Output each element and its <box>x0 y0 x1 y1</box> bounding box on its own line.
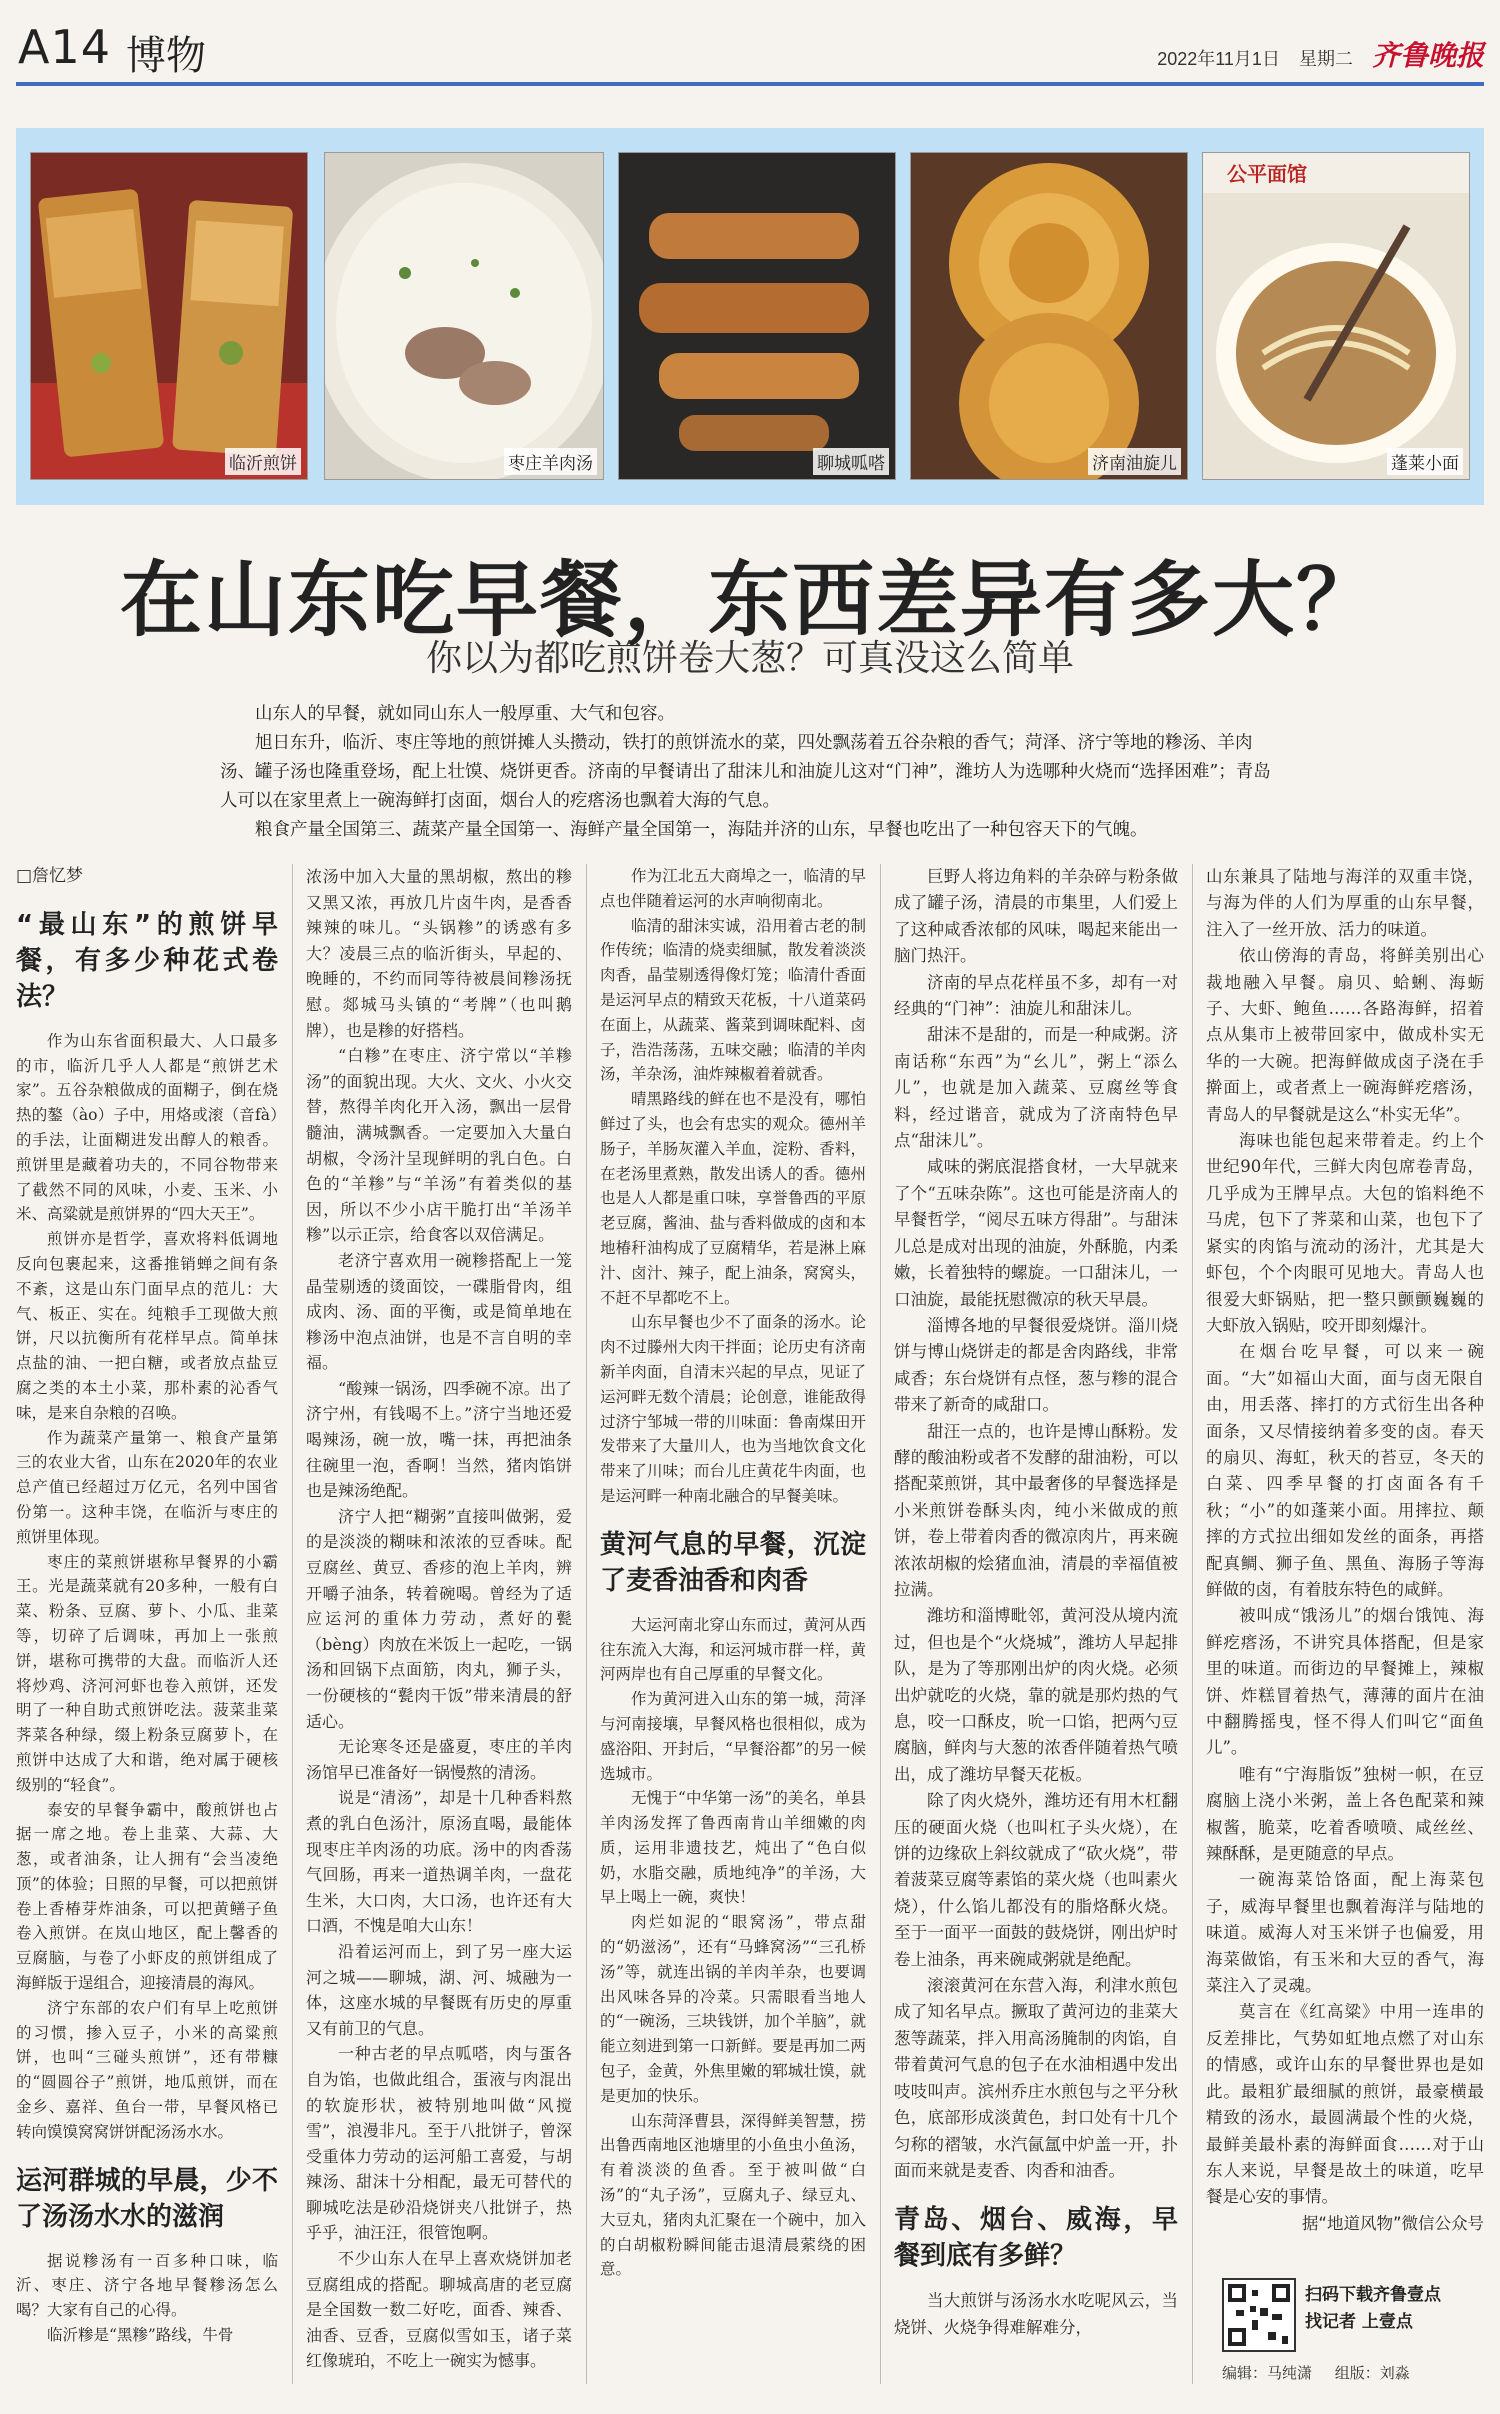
body-paragraph: 晴黑路线的鲜在也不是没有，哪怕鲜过了头，也会有忠实的观众。德州羊肠子，羊肠灰灌入羊血，淀粉、香料，在老汤里煮熟，散发出诱人的香。德州也是人人都是重口味，享誉鲁西的平原老豆腐，酱油、盐与香料做成的卤和本地椿秆油构成了豆腐精华，若是淋上麻汁、卤汁、辣子，配上油条，窝窝头，不赶不早都吃不上。 <box>600 1090 866 1307</box>
body-paragraph: 浓汤中加入大量的黑胡椒，熬出的糁又黑又浓，再放几片卤牛肉，是香香辣辣的味儿。“头锅糁”的诱惑有多大？凌晨三点的临沂街头，早起的、晚睡的，不约而同等待被晨间糁汤抚慰。郯城马头镇的“考牌”（也叫鹅牌），也是糁的好搭档。 <box>306 867 572 1040</box>
body-paragraph: 济宁人把“糊粥”直接叫做粥，爱的是淡淡的糊味和浓浓的豆香味。配豆腐丝、黄豆、香疹的泡上羊肉，辨开嚼子油条，转着碗喝。曾经为了适应运河的重体力劳动，煮好的甏（bèng）肉放在米饭上一起吃，一锅汤和回锅下点面筋，肉丸，狮子头，一份硬核的“甏肉干饭”带来清晨的舒适心。 <box>306 1506 572 1731</box>
body-paragraph: 据说糁汤有一百多种口味，临沂、枣庄、济宁各地早餐糁汤怎么喝？大家有自己的心得。 <box>16 2251 278 2320</box>
column-divider <box>1192 864 1193 2384</box>
mutton-soup-image <box>325 153 603 479</box>
body-paragraph: 沿着运河而上，到了另一座大运河之城——聊城，湖、河、城融为一体，这座水城的早餐既有历史的厚重又有前卫的气息。 <box>306 1941 572 2038</box>
editor-credit: 编辑：马纯潇 <box>1222 2364 1313 2382</box>
body-paragraph: 甜汪一点的，也许是博山酥粉。发酵的酸油粉或者不发酵的甜油粉，可以搭配菜煎饼，其中最奢侈的早餐选择是小米煎饼卷酥头肉，纯小米做成的煎饼，卷上带着肉香的微凉肉片，再来碗浓浓胡椒的烩猪血油，清晨的幸福值被拉满。 <box>894 1421 1178 1599</box>
qr-caption <box>1305 2282 1485 2336</box>
article-column-2 <box>306 864 572 2374</box>
qr-code-image <box>1224 2280 1294 2350</box>
byline: □詹忆梦 <box>16 866 84 886</box>
intro-paragraphs <box>220 700 1280 845</box>
body-paragraph: 无论寒冬还是盛夏，枣庄的羊肉汤馆早已准备好一锅慢熬的清汤。 <box>306 1737 572 1782</box>
body-paragraph: 大运河南北穿山东而过，黄河从西往东流入大海，和运河城市群一样，黄河两岸也有自己厚重的早餐文化。 <box>600 1615 866 1684</box>
body-paragraph: 作为黄河进入山东的第一城，菏泽与河南接壤，早餐风格也很相似，成为盛浴阳、开封后，“早餐浴都”的另一候选城市。 <box>600 1690 866 1783</box>
header-date-line <box>964 34 1484 74</box>
jianbing-image <box>31 153 307 479</box>
photo-caption: 济南油旋儿 <box>1088 448 1181 475</box>
intro-paragraph: 山东人的早餐，就如同山东人一般厚重、大气和包容。 <box>255 704 675 724</box>
body-paragraph: 临清的甜沫实诚，沿用着古老的制作传统；临清的烧卖细腻，散发着淡淡肉香，晶莹剔透得像灯笼；临清什香面是运河早点的精致天花板，十八道菜码在面上，从蔬菜、酱菜到调味配料、卤子，浩浩荡荡，五味交融；临清的羊肉汤，羊杂汤，油炸辣椒着着就香。 <box>600 916 866 1084</box>
photo-linyi-jianbing <box>30 152 308 480</box>
body-paragraph: “白糁”在枣庄、济宁常以“羊糁汤”的面貌出现。大火、文火、小火交替，熬得羊肉化开入汤，飘出一层骨髓油，满城飘香。一定要加入大量白胡椒，令汤汁呈现鲜明的乳白色。白色的“羊糁”与“羊汤”有着类似的基因，所以不少小店干脆打出“羊汤羊糁”以示正宗，给食客以双倍满足。 <box>306 1046 572 1245</box>
issue-date: 2022年11月1日 <box>1157 49 1280 69</box>
article-column-4 <box>894 864 1178 2341</box>
body-paragraph: 咸味的粥底混搭食材，一大早就来了个“五味杂陈”。这也可能是济南人的早餐哲学，“阅尽五味方得甜”。与甜沫儿总是成对出现的油旋，外酥脆，内柔嫩，长着独特的螺旋。一口甜沫儿，一口油旋，最能抚慰微凉的秋天早晨。 <box>894 1157 1178 1309</box>
body-paragraph: 依山傍海的青岛，将鲜美别出心裁地融入早餐。扇贝、蛤蜊、海蛎子、大虾、鲍鱼……各路海鲜，招着点从集市上被带回家中，做成朴实无华的一大碗。把海鲜做成卤子浇在手擀面上，或者煮上一碗海鲜疙瘩汤，青岛人的早餐就是这么“朴实无华”。 <box>1206 946 1484 1124</box>
body-paragraph: 甜沫不是甜的，而是一种咸粥。济南话称“东西”为“幺儿”，粥上“添么儿”，也就是加入蔬菜、豆腐丝等食料，经过谐音，就成为了济南特色早点“甜沫儿”。 <box>894 1025 1178 1151</box>
photo-caption: 枣庄羊肉汤 <box>504 448 597 475</box>
page-header <box>16 12 1484 79</box>
shop-sign-text: 公平面馆 <box>1227 162 1307 186</box>
intro-paragraph: 旭日东升，临沂、枣庄等地的煎饼摊人头攒动，铁打的煎饼流水的菜，四处飘荡着五谷杂粮的香气；菏泽、济宁等地的糁汤、羊肉汤、罐子汤也隆重登场，配上壮馍、烧饼更香。济南的早餐请出了甜沫儿和油旋儿这对“门神”，潍坊人为选哪种火烧而“选择困难”；青岛人可以在家里煮上一碗海鲜打卤面，烟台人的疙瘩汤也飘着大海的气息。 <box>220 733 1271 811</box>
body-paragraph: 肉烂如泥的“眼窝汤”，带点甜的“奶滋汤”，还有“马蜂窝汤”“三孔桥汤”等，就连出锅的羊肉羊杂，也要调出风味各异的冷菜。只需眼看当地人的“一碗汤，三块钱饼，加个羊脑”，就能立刻进到第一口新鲜。要是再加二两包子，金黄，外焦里嫩的郓城壮馍，就是更加的快乐。 <box>600 1913 866 2105</box>
body-paragraph: 不少山东人在早上喜欢烧饼加老豆腐组成的搭配。聊城高唐的老豆腐是全国数一数二好吃，面香、辣香、油香、豆香，豆腐似雪如玉，诸子菜红像琥珀，不吃上一碗实为憾事。 <box>306 2249 572 2371</box>
body-paragraph: 除了肉火烧外，潍坊还有用木杠翻压的硬面火烧（也叫杠子头火烧），在饼的边缘砍上斜纹就成了“砍火烧”，带着菠菜豆腐等素馅的菜火烧（也叫素火烧），什么馅儿都没有的脂烙酥火烧。至于一面平一面鼓的鼓烧饼，刚出炉时卷上油条，再来碗咸粥就是绝配。 <box>894 1791 1178 1969</box>
body-paragraph: 济南的早点花样虽不多，却有一对经典的“门神”：油旋儿和甜沫儿。 <box>894 972 1178 1019</box>
body-paragraph: 老济宁喜欢用一碗糁搭配上一笼晶莹剔透的烫面饺，一碟脂骨肉，组成肉、汤、面的平衡，或是简单地在糁汤中泡点油饼，也是不言自明的幸福。 <box>306 1250 572 1373</box>
body-paragraph: 当大煎饼与汤汤水水吃呢风云，当烧饼、火烧争得难解难分， <box>894 2291 1178 2337</box>
body-paragraph: 无愧于“中华第一汤”的美名，单县羊肉汤发挥了鲁西南肯山羊细嫩的肉质，运用非遗技艺，炖出了“色白似奶，水脂交融，质地纯净”的羊汤，大早上喝上一碗，爽快！ <box>600 1789 866 1907</box>
body-paragraph: 泰安的早餐争霸中，酸煎饼也占据一席之地。卷上韭菜、大蒜、大葱，或者油条，让人拥有“会当凌绝顶”的体验；日照的早餐，可以把煎饼卷上香椿芽炸油条，可以把黄鳝子鱼卷入煎饼。在岚山地区，配上馨香的豆腐脑，与卷了小虾皮的煎饼组成了海鲜版于逞组合，迎接清晨的海风。 <box>16 1800 278 1993</box>
intro-paragraph: 粮食产量全国第三、蔬菜产量全国第一、海鲜产量全国第一，海陆并济的山东，早餐也吃出了一种包容天下的气魄。 <box>255 820 1148 840</box>
photo-zaozhuang-mutton-soup <box>324 152 604 480</box>
photo-caption: 蓬莱小面 <box>1387 448 1463 475</box>
source-credit: 据“地道风物”微信公众号 <box>1301 2213 1484 2233</box>
body-paragraph: 作为蔬菜产量第一、粮食产量第三的农业大省，山东在2020年的农业总产值已经超过万亿元，名列中国省份第一。这种丰饶，在临沂与枣庄的煎饼里体现。 <box>16 1428 278 1546</box>
body-paragraph: 山东菏泽曹县，深得鲜美智慧，捞出鲁西南地区池塘里的小鱼虫小鱼汤，有着淡淡的鱼香。至于被叫做“白汤”的“丸子汤”，豆腐丸子、绿豆丸、大豆丸，猪肉丸汇聚在一个碗中，加入的白胡椒粉瞬间能击退清晨萦绕的困意。 <box>600 2111 866 2279</box>
photo-penglai-noodles <box>1202 152 1470 480</box>
body-paragraph: 济宁东部的农户们有早上吃煎饼的习惯，掺入豆子，小米的高粱煎饼，也叫“三碰头煎饼”，还有带糠的“圆圆谷子”煎饼，地瓜煎饼，而在金乡、嘉祥、鱼台一带，早餐风格已转向馍馍窝窝饼饼配汤汤水水。 <box>16 1998 278 2141</box>
article-column-3 <box>600 864 866 2282</box>
page-number: A14 <box>18 20 112 74</box>
body-paragraph: 海味也能包起来带着走。约上个世纪90年代，三鲜大肉包席卷青岛，几乎成为王牌早点。大包的馅料绝不马虎，包下了荠菜和山菜，也包下了紧实的肉馅与流动的汤汁，尤其是大虾包，个个肉眼可见地大。青岛人也很爱大虾锅贴，把一整只颤颤巍巍的大虾放入锅贴，咬开即刻爆汁。 <box>1206 1131 1484 1335</box>
weekday: 星期二 <box>1298 49 1353 69</box>
layout-credit: 组版：刘淼 <box>1334 2364 1410 2382</box>
article-column-5 <box>1206 864 1484 2237</box>
photo-jinan-youxuan <box>910 152 1188 480</box>
main-headline: 在山东吃早餐，东西差异有多大？ <box>119 552 1380 648</box>
body-paragraph: 莫言在《红高粱》中用一连串的反差排比，气势如虹地点燃了对山东的情感，或许山东的早餐世界也是如此。最粗犷最细腻的煎饼，最豪横最精致的汤水，最圆满最个性的火烧，最鲜美最朴素的海鲜面食……对于山东人来说，早餐是故土的味道，吃早餐是心安的事情。 <box>1206 2002 1484 2207</box>
section-heading: “最山东”的煎饼早餐，有多少种花式卷法？ <box>16 909 278 1012</box>
sub-headline: 你以为都吃煎饼卷大葱？可真没这么简单 <box>425 638 1074 679</box>
body-paragraph: 潍坊和淄博毗邻，黄河没从境内流过，但也是个“火烧城”，潍坊人早起排队，是为了等那刚出炉的肉火烧。必须出炉就吃的火烧，靠的就是那灼热的气息，咬一口酥皮，吮一口馅，把两勺豆腐脑，鲜肉与大葱的浓香伴随着热气喷出，成了潍坊早餐天花板。 <box>894 1606 1178 1784</box>
body-paragraph: 作为江北五大商埠之一，临清的早点也伴随着运河的水声响彻南北。 <box>600 867 866 910</box>
masthead-logo: 齐鲁晚报 <box>1371 39 1484 72</box>
section-heading: 青岛、烟台、威海，早餐到底有多鲜？ <box>894 2205 1178 2272</box>
body-paragraph: 滚滚黄河在东营入海，利津水煎包成了知名早点。撅取了黄河边的韭菜大葱等蔬菜，拌入用高汤腌制的肉馅，自带着黄河气息的包子在水油相遇中发出吱吱叫声。滨州乔庄水煎包与之平分秋色，底部形成淡黄色，封口处有十几个匀称的褶皱，水汽氤氲中炉盖一开，扑面而来就是麦香、肉香和油香。 <box>894 1976 1178 2180</box>
body-paragraph: “酸辣一锅汤，四季碗不凉。出了济宁州，有钱喝不上。”济宁当地还爱喝辣汤，碗一放，嘴一抹，再把油条往碗里一泡，香啊！当然，猪肉馅饼也是辣汤绝配。 <box>306 1378 572 1501</box>
guada-image <box>619 153 895 479</box>
photo-band <box>16 128 1484 505</box>
column-divider <box>880 864 881 2384</box>
photo-caption: 临沂煎饼 <box>225 448 301 475</box>
body-paragraph: 唯有“宁海脂饭”独树一帜，在豆腐脑上浇小米粥，盖上各色配菜和辣椒酱，脆菜，吃着香喷喷、咸丝丝、辣酥酥，是更随意的早点。 <box>1206 1764 1484 1864</box>
body-paragraph: 作为山东省面积最大、人口最多的市，临沂几乎人人都是“煎饼艺术家”。五谷杂粮做成的面糊子，倒在烧热的鏊（ào）子中，用烙或滚（音fà）的手法，让面糊进发出醇人的粮香。煎饼里是藏着功夫的，不同谷物带来了截然不同的风味，小麦、玉米、小米、高粱就是煎饼界的“四大天王”。 <box>16 1031 278 1224</box>
body-paragraph: 在烟台吃早餐，可以来一碗面。“大”如福山大面，面与卤无限自由，用丢落、摔打的方式衍生出各种面条，又尽情接纳着多变的卤。春天的扇贝、海虹，秋天的苔豆，冬天的白菜、四季早餐的打卤面各有千秋；“小”的如蓬莱小面。用摔拉、颠摔的方式拉出细如发丝的面条，再搭配真鲷、狮子鱼、黑鱼、海肠子等海鲜做的卤，有着肢东特色的咸鲜。 <box>1206 1342 1484 1599</box>
column-divider <box>586 864 587 2384</box>
qr-line-2: 找记者 上壹点 <box>1305 2312 1413 2332</box>
body-paragraph: 山东早餐也少不了面条的汤水。论肉不过滕州大肉干拌面；论历史有济南新羊肉面，自清末兴起的早点，见证了运河畔无数个清晨；论创意，谁能敌得过济宁邹城一带的川味面：鲁南煤田开发带来了大量川人，也为当地饮食文化带来了川味；而台儿庄黄花牛肉面，也是运河畔一种南北融合的早餐美味。 <box>600 1313 866 1505</box>
credits <box>1222 2362 1492 2383</box>
body-paragraph: 山东兼具了陆地与海洋的双重丰饶，与海为伴的人们为厚重的山东早餐，注入了一丝开放、活力的味道。 <box>1206 867 1484 939</box>
body-paragraph: 被叫成“饿汤儿”的烟台饿饨、海鲜疙瘩汤，不讲究具体搭配，但是家里的味道。而街边的早餐摊上，辣椒饼、炸糕冒着热气，薄薄的面片在油中翻腾摇曳，怪不得人们叫它“面鱼儿”。 <box>1206 1606 1484 1758</box>
column-divider <box>292 864 293 2384</box>
qr-line-1: 扫码下载齐鲁壹点 <box>1305 2285 1441 2305</box>
qr-code[interactable] <box>1222 2278 1296 2352</box>
body-paragraph: 巨野人将边角料的羊杂碎与粉条做成了罐子汤，清晨的市集里，人们爱上了这种咸香浓郁的风味，喝起来能出一脑门热汗。 <box>894 867 1178 966</box>
article-column-1 <box>16 864 278 2348</box>
photo-liaocheng-guada <box>618 152 896 480</box>
body-paragraph: 临沂糁是“黑糁”路线，牛骨 <box>47 2326 234 2345</box>
penglai-noodles-image <box>1203 153 1469 479</box>
header-rule <box>16 82 1484 86</box>
body-paragraph: 煎饼亦是哲学，喜欢将料低调地反向包裹起来，这番推销蝉之间有条不紊，这是山东门面早点的范儿：大气、板正、实在。纯粮手工现做大煎饼，尺以抗衡所有花样早点。简单抹点盐的油、一把白糖，或者放点盐豆腐之类的本土小菜，那朴素的沁香气味，是来自杂粮的召唤。 <box>16 1230 278 1422</box>
body-paragraph: 说是“清汤”，却是十几种香料熬煮的乳白色汤汁，原汤直喝，最能体现枣庄羊肉汤的功底。汤中的肉香荡气回肠，再来一道热调羊肉，一盘花生米，大口肉，大口汤，也许还有大口酒，不愧是咱大山东！ <box>306 1788 572 1936</box>
section-name: 博物 <box>126 33 206 79</box>
body-paragraph: 一种古老的早点呱嗒，肉与蛋各自为馅，也做此组合，蛋液与肉混出的软旋形状，被特别地叫做“风搅雪”，浪漫非凡。至于八批饼子，曾深受重体力劳动的运河船工喜爱，与胡辣汤、甜沫十分相配，最无可替代的聊城吃法是砂沿烧饼夹八批饼子，热乎乎，油汪汪，很管饱啊。 <box>306 2044 572 2243</box>
body-paragraph: 枣庄的菜煎饼堪称早餐界的小霸王。光是蔬菜就有20多种，一般有白菜、粉条、豆腐、萝卜、小瓜、韭菜等，切碎了后调味，再加上一张煎饼，堪称可携带的大盘。而临沂人还将炒鸡、济河河虾也卷入煎饼，还发明了一种自助式煎饼吃法。菠菜韭菜荠菜各种绿，缀上粉条豆腐萝卜，在煎饼中达成了大和谐，绝对属于硬核级别的“轻食”。 <box>16 1552 278 1794</box>
body-paragraph: 一碗海菜饸饹面，配上海菜包子，威海早餐里也飘着海洋与陆地的味道。威海人对玉米饼子也偏爱，用海菜做馅，有玉米和大豆的香气，海菜注入了灵魂。 <box>1206 1870 1484 1996</box>
body-paragraph: 淄博各地的早餐很爱烧饼。淄川烧饼与博山烧饼走的都是舍肉路线，非常咸香；东台烧饼有点怪，葱与糁的混合带来了新奇的咸甜口。 <box>894 1315 1178 1415</box>
section-heading: 黄河气息的早餐，沉淀了麦香油香和肉香 <box>600 1529 866 1596</box>
photo-caption: 聊城呱嗒 <box>813 448 889 475</box>
youxuan-image <box>911 153 1187 479</box>
section-heading: 运河群城的早晨，少不了汤汤水水的滋润 <box>16 2165 278 2232</box>
